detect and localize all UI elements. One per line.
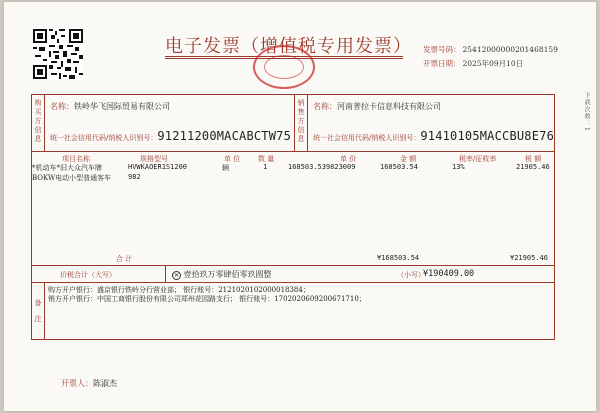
item-model-line1: HVWKAOER1S1200 (128, 163, 188, 171)
item-qty: 1 (263, 163, 268, 171)
grand-total-small: ¥190409.00 (423, 269, 475, 279)
cross-circle-icon: ✕ (173, 271, 180, 279)
item-name-line1: *机动车*旧大众汽车牌 (32, 164, 102, 172)
total-amount: ¥168503.54 (377, 254, 420, 262)
grand-total-small-label: （小写） (397, 271, 425, 279)
issuer-row (61, 378, 117, 389)
buyer-section-label: 购 买 方 信 息 (34, 99, 42, 143)
invoice-date-row (423, 58, 523, 69)
invoice-number: 25412000000201468159 (462, 45, 558, 54)
buyer-name: 铁岭华飞国际贸易有限公司 (74, 102, 170, 111)
grand-total-words-row (172, 269, 272, 280)
official-seal (253, 45, 315, 89)
remarks-line1: 购方开户银行：盛京银行铁岭分行营业部； 银行账号：2121020102000018384； (48, 286, 310, 294)
item-amount: 168503.54 (380, 163, 418, 171)
seller-name: 河南普拉卡信息科技有限公司 (337, 102, 441, 111)
grand-total-label: 价税合计（大写） (60, 271, 116, 279)
header-unit: 单 位 (224, 155, 241, 163)
grand-total-words: 壹拾玖万零肆佰零玖圆整 (183, 270, 272, 279)
buyer-tax-row: 统一社会信用代码/纳税人识别号：91211200MACABCTW75 (50, 129, 292, 143)
remarks-label: 备 注 (34, 299, 42, 323)
invoice-table (31, 94, 555, 340)
total-tax: ¥21905.46 (510, 254, 548, 262)
qr-code (33, 28, 83, 80)
item-model-line2: 982 (128, 173, 141, 181)
header-model: 规格型号 (140, 155, 168, 163)
seller-section-label: 销 售 方 信 息 (297, 99, 305, 143)
issuer-label: 开票人： (61, 379, 93, 388)
buyer-name-row: 名称：铁岭华飞国际贸易有限公司 (50, 102, 170, 111)
header-price: 单 价 (340, 155, 357, 163)
seller-tax-id: 91410105MACCBU8E76 (420, 129, 555, 143)
invoice-date-label: 开票日期： (423, 59, 461, 68)
invoice-number-label: 发票号码： (423, 45, 461, 54)
seller-tax-row: 统一社会信用代码/纳税人识别号：91410105MACCBU8E76 (313, 129, 555, 143)
item-tax-rate: 13% (452, 163, 465, 171)
invoice-date: 2025年09月10日 (462, 59, 524, 68)
download-count: 下载次数：1 (583, 92, 590, 132)
invoice-number-row (423, 44, 558, 55)
remarks-line2: 销方开户银行：中国工商银行股份有限公司郑州花园路支行； 银行账号：1702020609200671710； (48, 295, 366, 303)
item-tax: 21905.46 (516, 163, 550, 171)
header-item-name: 项目名称 (62, 155, 90, 163)
item-price: 168503.539823009 (288, 163, 356, 171)
header-amount: 金 额 (400, 155, 417, 163)
header-tax: 税 额 (525, 155, 542, 163)
seller-name-row: 名称：河南普拉卡信息科技有限公司 (313, 102, 441, 111)
header-qty: 数 量 (258, 155, 275, 163)
buyer-tax-id: 91211200MACABCTW75 (157, 129, 292, 143)
item-name-line2: BOKW电动小型普通客车 (32, 174, 112, 182)
item-unit: 辆 (222, 164, 229, 172)
issuer-name: 陈淑杰 (93, 379, 117, 388)
invoice-title: 电子发票（增值税专用发票） (165, 36, 412, 57)
total-label: 合 计 (116, 255, 133, 263)
header-tax-rate: 税率/征收率 (459, 155, 497, 163)
